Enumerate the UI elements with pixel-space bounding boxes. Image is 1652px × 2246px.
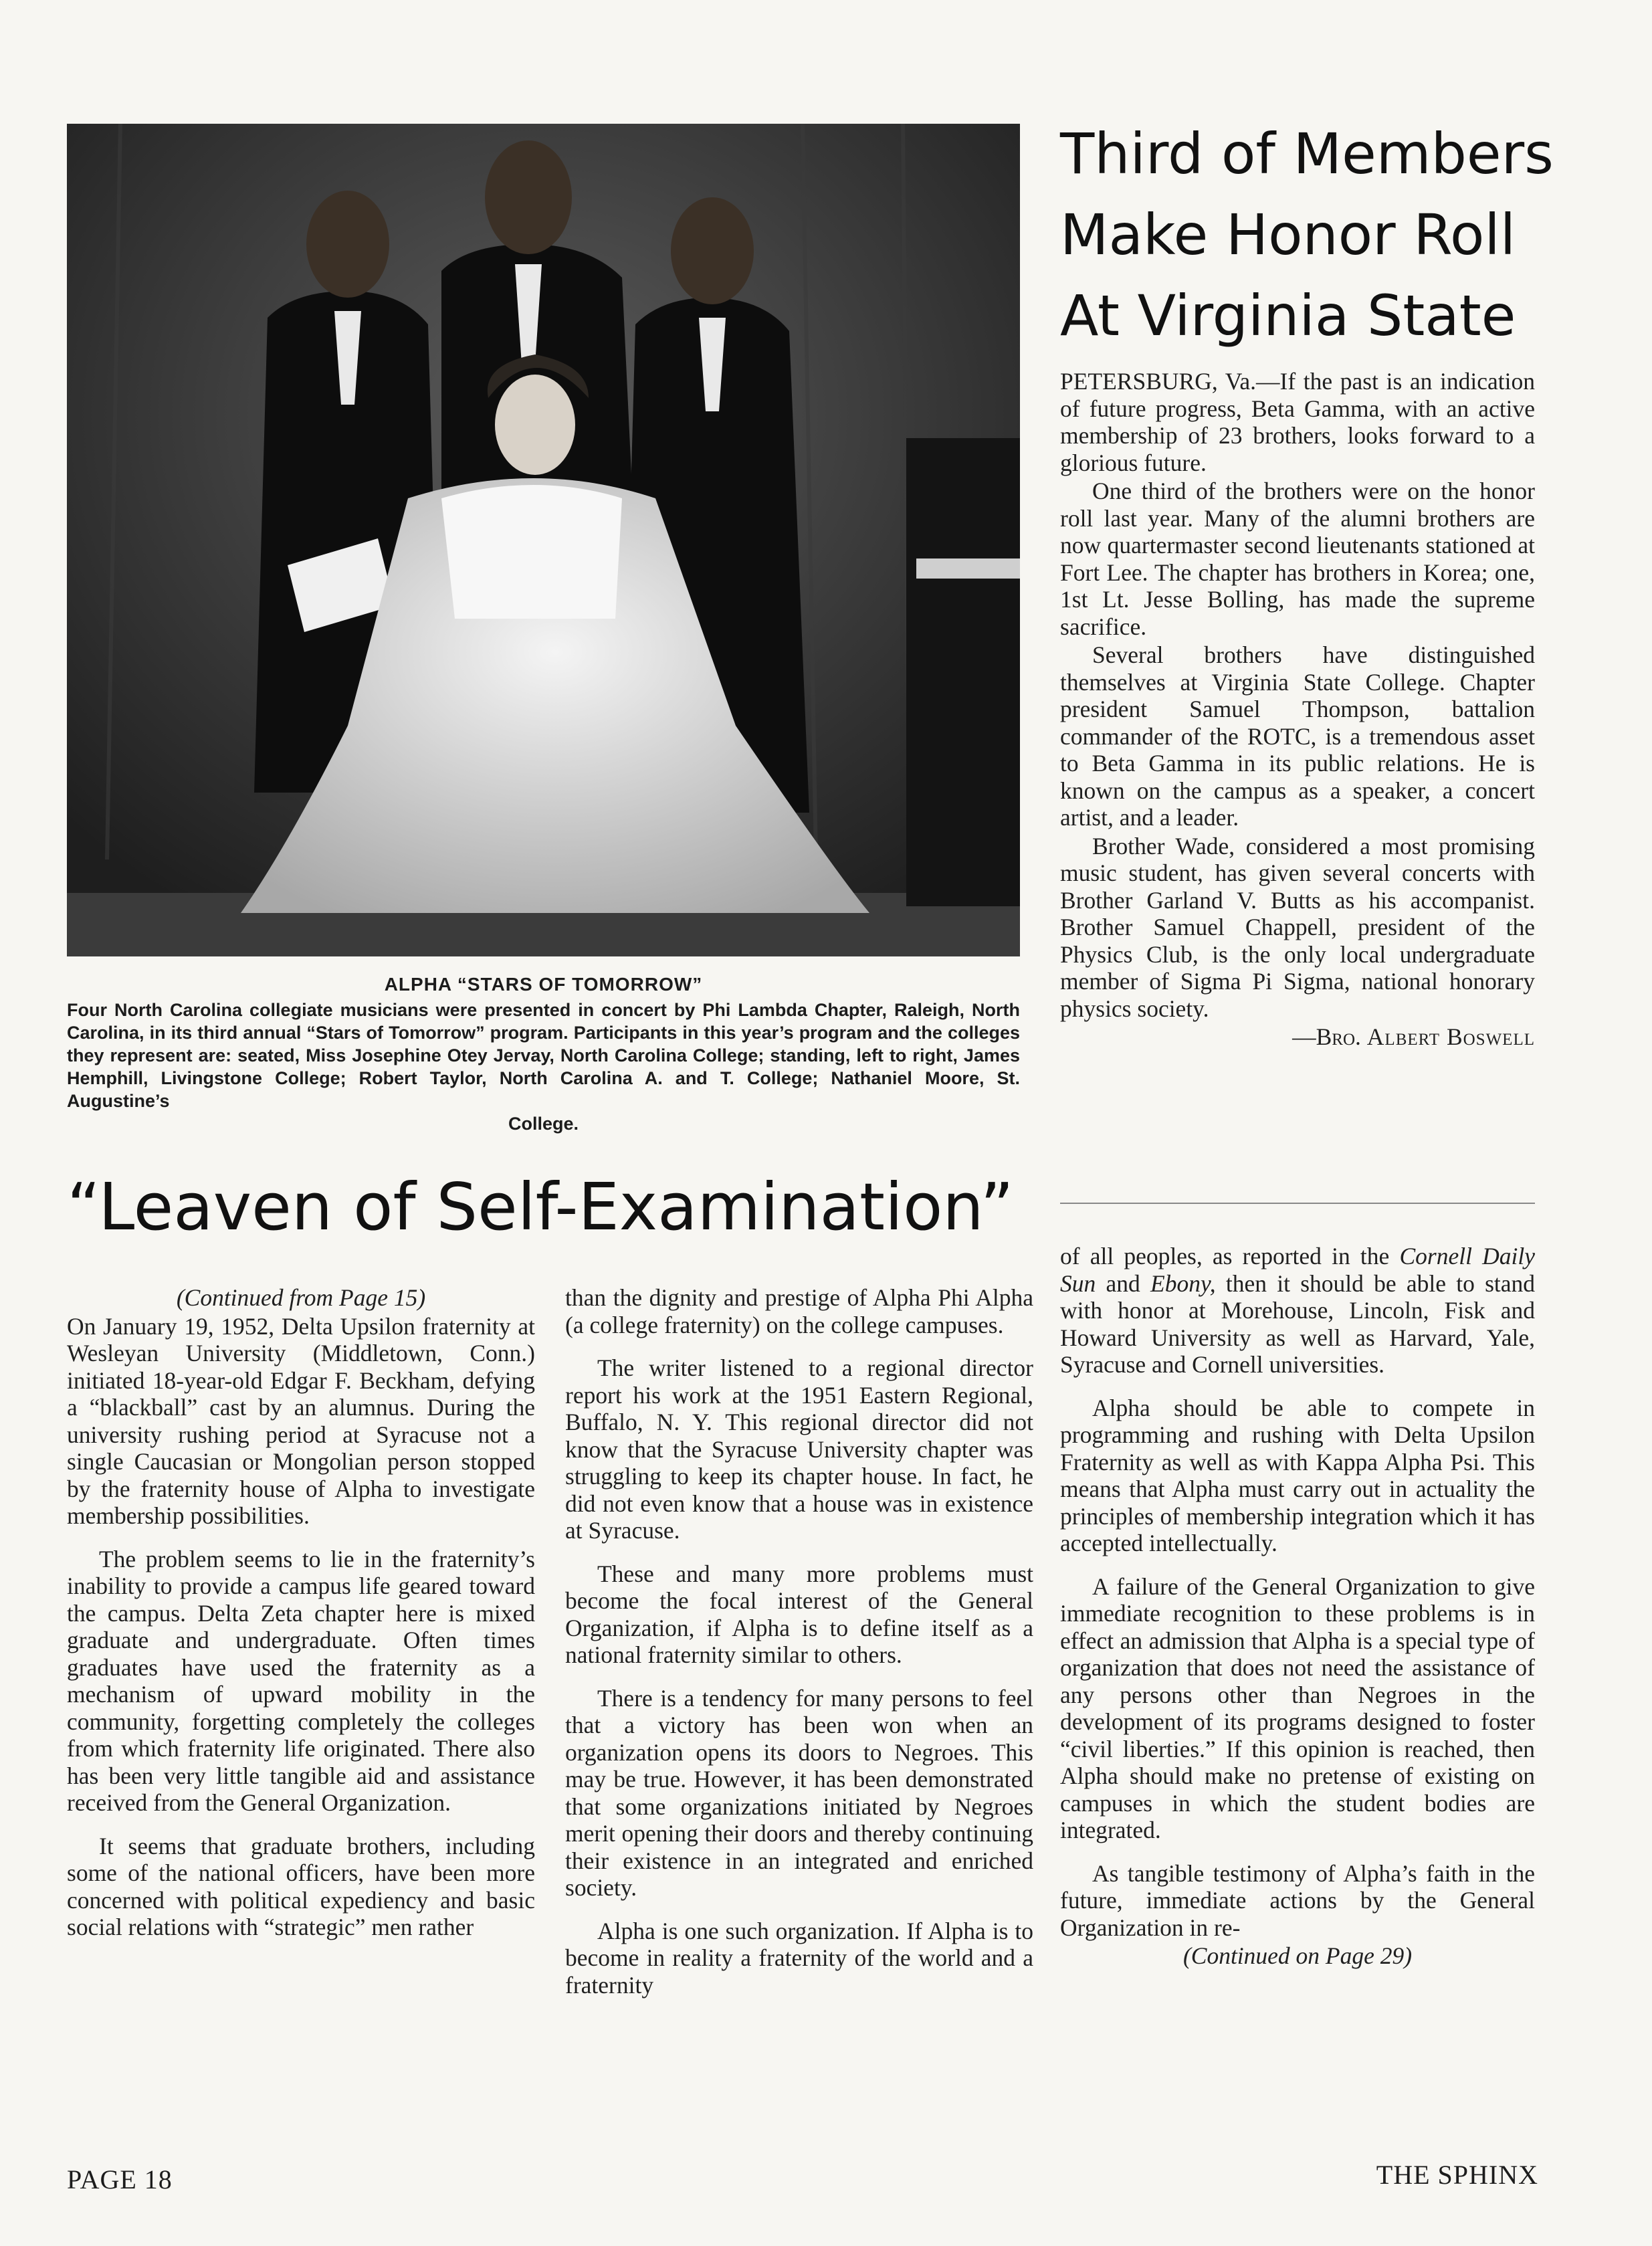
headline-line: Make Honor Roll bbox=[1060, 202, 1516, 268]
headline-line: Third of Members bbox=[1060, 121, 1554, 187]
main-article-column-1 bbox=[67, 1284, 535, 1941]
article-paragraph: One third of the brothers were on the honor roll last year. Many of the alumni brothers are now quartermaster second lieutenants stationed at Fort Lee. The chapter has brothers in Korea; one, 1st Lt. Jesse Bolling, has made the supreme sacrifice. bbox=[1060, 478, 1535, 640]
article-paragraph: PETERSBURG, Va.—If the past is an indication of future progress, Beta Gamma, with an active membership of 23 brothers, looks forward to a glorious future. bbox=[1060, 368, 1535, 476]
text-run: and bbox=[1106, 1269, 1140, 1297]
article-paragraph: On January 19, 1952, Delta Upsilon fraternity at Wesleyan University (Middletown, Conn.) initiated 18-year-old Edgar F. Beckham, defying a “blackball” cast by an alumnus. During the university rushing period at Syracuse not a single Caucasian or Mongolian person stopped by the fraternity house of Alpha to investigate membership possibilities. bbox=[67, 1312, 535, 1529]
photo-caption bbox=[67, 973, 1020, 1135]
article-paragraph: These and many more problems must become the focal interest of the General Organization, if Alpha is to define itself as a national fraternity similar to others. bbox=[565, 1560, 1033, 1668]
main-article-column-2 bbox=[565, 1284, 1033, 1999]
publication-title: THE SPHINX bbox=[1376, 2160, 1538, 2190]
article-paragraph: Alpha should be able to compete in programming and rushing with Delta Upsilon Fraternity as well as with Kappa Alpha Psi. This means that Alpha must carry out in actuality the principles of membership integration which it has accepted intellectually. bbox=[1060, 1394, 1535, 1556]
article-paragraph: There is a tendency for many persons to feel that a victory has been won when an organization opens its doors to Negroes. This may be true. However, it has been demonstrated that some organizations initiated by Negroes merit opening their doors and thereby continuing their existence in an integrated and enriched society. bbox=[565, 1684, 1033, 1901]
main-article-column-3 bbox=[1060, 1243, 1535, 1970]
caption-title: ALPHA “STARS OF TOMORROW” bbox=[384, 974, 703, 995]
article-paragraph: The problem seems to lie in the fraternity’s inability to provide a campus life geared toward the campus. Delta Zeta chapter here is mixed graduate and undergraduate. Often times graduates have used the fraternity as a mechanism of upward mobility in the community, forgetting completely the colleges from which fraternity life originated. There also has been very little tangible aid and assistance received from the General Organization. bbox=[67, 1545, 535, 1816]
article-paragraph: Several brothers have distinguished themselves at Virginia State College. Chapter president Samuel Thompson, battalion commander of the ROTC, is a tremendous asset to Beta Gamma in its public relations. He is known on the campus as a speaker, a concert artist, and a leader. bbox=[1060, 641, 1535, 831]
article-paragraph: Alpha is one such organization. If Alpha is to become in reality a fraternity of the world and a fraternity bbox=[565, 1917, 1033, 1999]
portrait-photo-icon bbox=[67, 124, 1020, 956]
column-divider bbox=[1060, 1203, 1535, 1204]
continued-on: (Continued on Page 29) bbox=[1182, 1942, 1413, 1969]
caption-body: Four North Carolina collegiate musicians were presented in concert by Phi Lambda Chapter, Raleigh, North Carolina, in its third annual “Stars of Tomorrow” program. Participants in this year’s program and the colleges they represent are: seated, Miss Josephine Otey Jervay, North Carolina College; standing, left to right, James Hemphill, Livingstone College; Robert Taylor, North Carolina A. and T. College; Nathaniel Moore, St. Augustine’s bbox=[67, 1000, 1020, 1111]
headline-line: At Virginia State bbox=[1060, 283, 1516, 348]
page-number: PAGE 18 bbox=[67, 2164, 173, 2194]
right-article-headline bbox=[1060, 114, 1609, 356]
article-paragraph: than the dignity and prestige of Alpha Phi Alpha (a college fraternity) on the college campuses. bbox=[565, 1284, 1033, 1338]
continued-from: (Continued from Page 15) bbox=[176, 1284, 426, 1311]
right-article-body bbox=[1060, 368, 1535, 1051]
main-article-headline: “Leaven of Self-Examination” bbox=[67, 1169, 1014, 1245]
article-paragraph bbox=[1060, 1243, 1535, 1379]
article-paragraph: As tangible testimony of Alpha’s faith in the future, immediate actions by the General Organization in re- bbox=[1060, 1859, 1535, 1941]
publication-name: Ebony, bbox=[1150, 1269, 1216, 1297]
portrait-photo bbox=[67, 124, 1020, 956]
publication-name: Cornell Daily Sun bbox=[1060, 1243, 1535, 1297]
caption-body-end: College. bbox=[508, 1114, 579, 1134]
article-paragraph: A failure of the General Organization to give immediate recognition to these problems is in effect an admission that Alpha is a special type of organization that does not need the assistance of any persons other than Negroes in the development of its programs designed to foster “civil liberties.” If this opinion is reached, then Alpha should make no pretense of existing on campuses in which the student bodies are integrated. bbox=[1060, 1572, 1535, 1843]
article-paragraph: It seems that graduate brothers, including some of the national officers, have been more concerned with political expediency and basic social relations with “strategic” men rather bbox=[67, 1832, 535, 1940]
text-run: of all peoples, as reported in the bbox=[1060, 1243, 1390, 1269]
article-paragraph: The writer listened to a regional director report his work at the 1951 Eastern Regional, Buffalo, N. Y. This regional director did not know that the Syracuse University chapter was struggling to keep its chapter house. In fact, he did not even know that a house was in existence at Syracuse. bbox=[565, 1354, 1033, 1544]
byline bbox=[1060, 1023, 1535, 1051]
byline-name: Albert Boswell bbox=[1366, 1023, 1535, 1050]
text-run: then it should be able to stand with honor at Morehouse, Lincoln, Fisk and Howard University as well as Harvard, Yale, Syracuse and Cornell universities. bbox=[1060, 1269, 1536, 1378]
article-paragraph: Brother Wade, considered a most promising music student, has given several concerts with Brother Garland V. Butts as his accompanist. Brother Samuel Chappell, president of the Physics Club, is the only local undergraduate member of Sigma Pi Sigma, national honorary physics society. bbox=[1060, 832, 1535, 1022]
byline-prefix: —Bro. bbox=[1292, 1023, 1361, 1050]
